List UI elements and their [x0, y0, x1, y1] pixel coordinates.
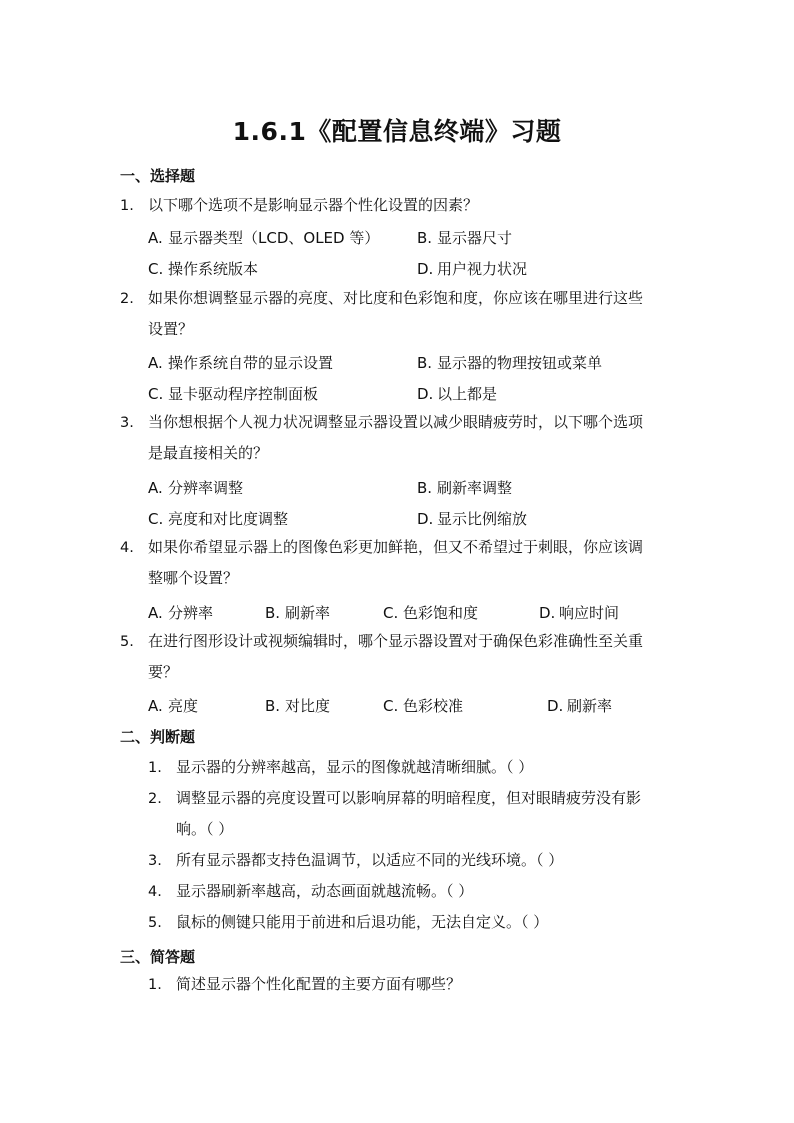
page-title: 1.6.1《配置信息终端》习题	[232, 117, 562, 146]
question-number: 3.	[120, 415, 134, 431]
section-heading-short-answer: 三、简答题	[120, 948, 196, 966]
judgement-number: 5.	[148, 915, 162, 931]
question-number: 4.	[120, 540, 134, 556]
option-d: D. 显示比例缩放	[417, 510, 528, 528]
short-answer-number: 1.	[148, 977, 162, 993]
option-a: A. 分辨率调整	[148, 479, 244, 497]
option-d: D. 以上都是	[417, 385, 498, 403]
judgement-number: 1.	[148, 760, 162, 776]
question-text: 如果你想调整显示器的亮度、对比度和色彩饱和度，你应该在哪里进行这些 设置？	[148, 289, 644, 338]
section-heading-judge: 二、判断题	[120, 728, 196, 746]
question-text: 在进行图形设计或视频编辑时，哪个显示器设置对于确保色彩准确性至关重 要？	[148, 632, 644, 681]
question-text: 如果你希望显示器上的图像色彩更加鲜艳，但又不希望过于刺眼，你应该调 整哪个设置？	[148, 538, 644, 587]
judgement-text: 调整显示器的亮度设置可以影响屏幕的明暗程度，但对眼睛疲劳没有影 响。（ ）	[176, 789, 642, 838]
judgement-text: 鼠标的侧键只能用于前进和后退功能，无法自定义。（ ）	[176, 913, 549, 931]
judgement-number: 2.	[148, 791, 162, 807]
question-number: 2.	[120, 291, 134, 307]
option-c: C. 色彩校准	[383, 697, 464, 715]
option-a: A. 分辨率	[148, 604, 214, 622]
option-b: B. 对比度	[265, 697, 331, 715]
question-text: 当你想根据个人视力状况调整显示器设置以减少眼睛疲劳时，以下哪个选项 是最直接相关的？	[148, 413, 644, 462]
option-a: A. 显示器类型（LCD、OLED 等）	[148, 229, 380, 247]
option-c: C. 操作系统版本	[148, 260, 259, 278]
section-heading-choice: 一、选择题	[120, 167, 196, 185]
option-a: A. 亮度	[148, 697, 199, 715]
option-d: D. 刷新率	[547, 697, 613, 715]
option-b: B. 显示器的物理按钮或菜单	[417, 354, 603, 372]
judgement-text: 显示器刷新率越高，动态画面就越流畅。（ ）	[176, 882, 474, 900]
judgement-number: 3.	[148, 853, 162, 869]
option-a: A. 操作系统自带的显示设置	[148, 354, 334, 372]
option-c: C. 色彩饱和度	[383, 604, 479, 622]
option-b: B. 刷新率	[265, 604, 331, 622]
option-b: B. 显示器尺寸	[417, 229, 513, 247]
option-c: C. 亮度和对比度调整	[148, 510, 289, 528]
judgement-text: 显示器的分辨率越高，显示的图像就越清晰细腻。（ ）	[176, 758, 534, 776]
judgement-text: 所有显示器都支持色温调节，以适应不同的光线环境。（ ）	[176, 851, 564, 869]
option-d: D. 响应时间	[539, 604, 620, 622]
option-b: B. 刷新率调整	[417, 479, 513, 497]
judgement-number: 4.	[148, 884, 162, 900]
short-answer-text: 简述显示器个性化配置的主要方面有哪些？	[176, 975, 462, 993]
option-d: D. 用户视力状况	[417, 260, 528, 278]
option-c: C. 显卡驱动程序控制面板	[148, 385, 319, 403]
question-number: 5.	[120, 634, 134, 650]
question-text: 以下哪个选项不是影响显示器个性化设置的因素？	[148, 196, 479, 214]
question-number: 1.	[120, 198, 134, 214]
